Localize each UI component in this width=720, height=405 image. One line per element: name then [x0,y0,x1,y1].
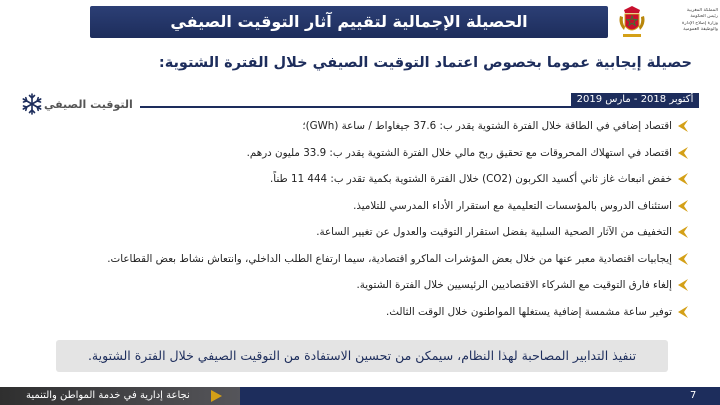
footer-slogan: نجاعة إدارية في خدمة المواطن والتنمية [26,390,190,401]
list-item-text: اقتصاد في استهلاك المحروقات مع تحقيق ربح مالي خلال الفترة الشتوية يقدر ب: 33.9 مليون درهم. [246,146,672,159]
arrow-bullet-icon [678,200,688,212]
period-divider [140,106,699,108]
list-item-text: اقتصاد إضافي في الطاقة خلال الفترة الشتوية يقدر ب: 37.6 جيغاواط / ساعة (GWh)؛ [302,120,672,132]
note-text: تنفيذ التدابير المصاحبة لهذا النظام، سيمكن من تحسين الاستفادة من التوقيت الصيفي خلال الفترة الشتوية. [87,348,637,363]
list-item-text: إلغاء فارق التوقيت مع الشركاء الاقتصاديين الرئيسيين خلال الفترة الشتوية. [356,279,672,291]
arrow-bullet-icon [678,147,688,159]
arrow-bullet-icon [678,173,688,185]
logo-line: والوظيفة العمومية [683,27,718,33]
logo-line: المملكة المغربية [686,8,718,13]
list-item [28,166,688,193]
slide-header [0,0,720,44]
page-number: 7 [690,390,697,401]
arrow-bullet-icon [678,253,688,265]
arrow-bullet-icon [678,226,688,238]
list-item [28,113,688,140]
arrow-bullet-icon [678,120,688,132]
logo-line: رئيس الحكومة [690,14,718,20]
list-item-text: إيجابيات اقتصادية معبر عنها من خلال بعض المؤشرات الماكرو اقتصادية، سيما ارتفاع الطلب الداخلي، وانتعاش نشاط بعض القطاعات. [107,252,672,265]
logo-text [648,8,718,34]
play-arrow-icon [210,390,222,402]
arrow-bullet-icon [678,306,688,318]
slide-title: الحصيلة الإجمالية لتقييم آثار التوقيت الصيفي [170,12,528,31]
list-item [28,219,688,246]
coat-of-arms-icon [618,4,646,40]
ministry-logo [612,4,720,42]
footer-slogan-band [0,387,240,405]
list-item [28,246,688,273]
slide-footer [0,387,720,405]
season-label: التوقيت الصيفي [44,98,133,111]
list-item-text: التخفيف من الآثار الصحية السلبية بفضل استقرار التوقيت والعدول عن تغيير الساعة. [316,226,672,238]
title-bar [90,6,608,38]
list-item [28,193,688,220]
arrow-bullet-icon [678,279,688,291]
period-badge: أكتوبر 2018 - مارس 2019 [571,93,699,107]
list-item-text: خفض انبعاث غاز ثاني أكسيد الكربون (CO2) خلال الفترة الشتوية بكمية تقدر ب: 444 11 طناً. [270,173,672,185]
list-item-text: توفير ساعة مشمسة إضافية يستغلها المواطنون خلال الوقت الثالث. [386,305,672,318]
note-box [56,340,668,372]
list-item [28,299,688,326]
list-item [28,272,688,299]
list-item-text: استئناف الدروس بالمؤسسات التعليمية مع استقرار الأداء المدرسي للتلاميذ. [353,199,672,212]
logo-line: وزارة إصلاح الإدارة [682,20,718,26]
slide-headline: حصيلة إيجابية عموما بخصوص اعتماد التوقيت الصيفي خلال الفترة الشتوية: [158,55,692,71]
list-item [28,140,688,167]
results-list [28,113,688,325]
